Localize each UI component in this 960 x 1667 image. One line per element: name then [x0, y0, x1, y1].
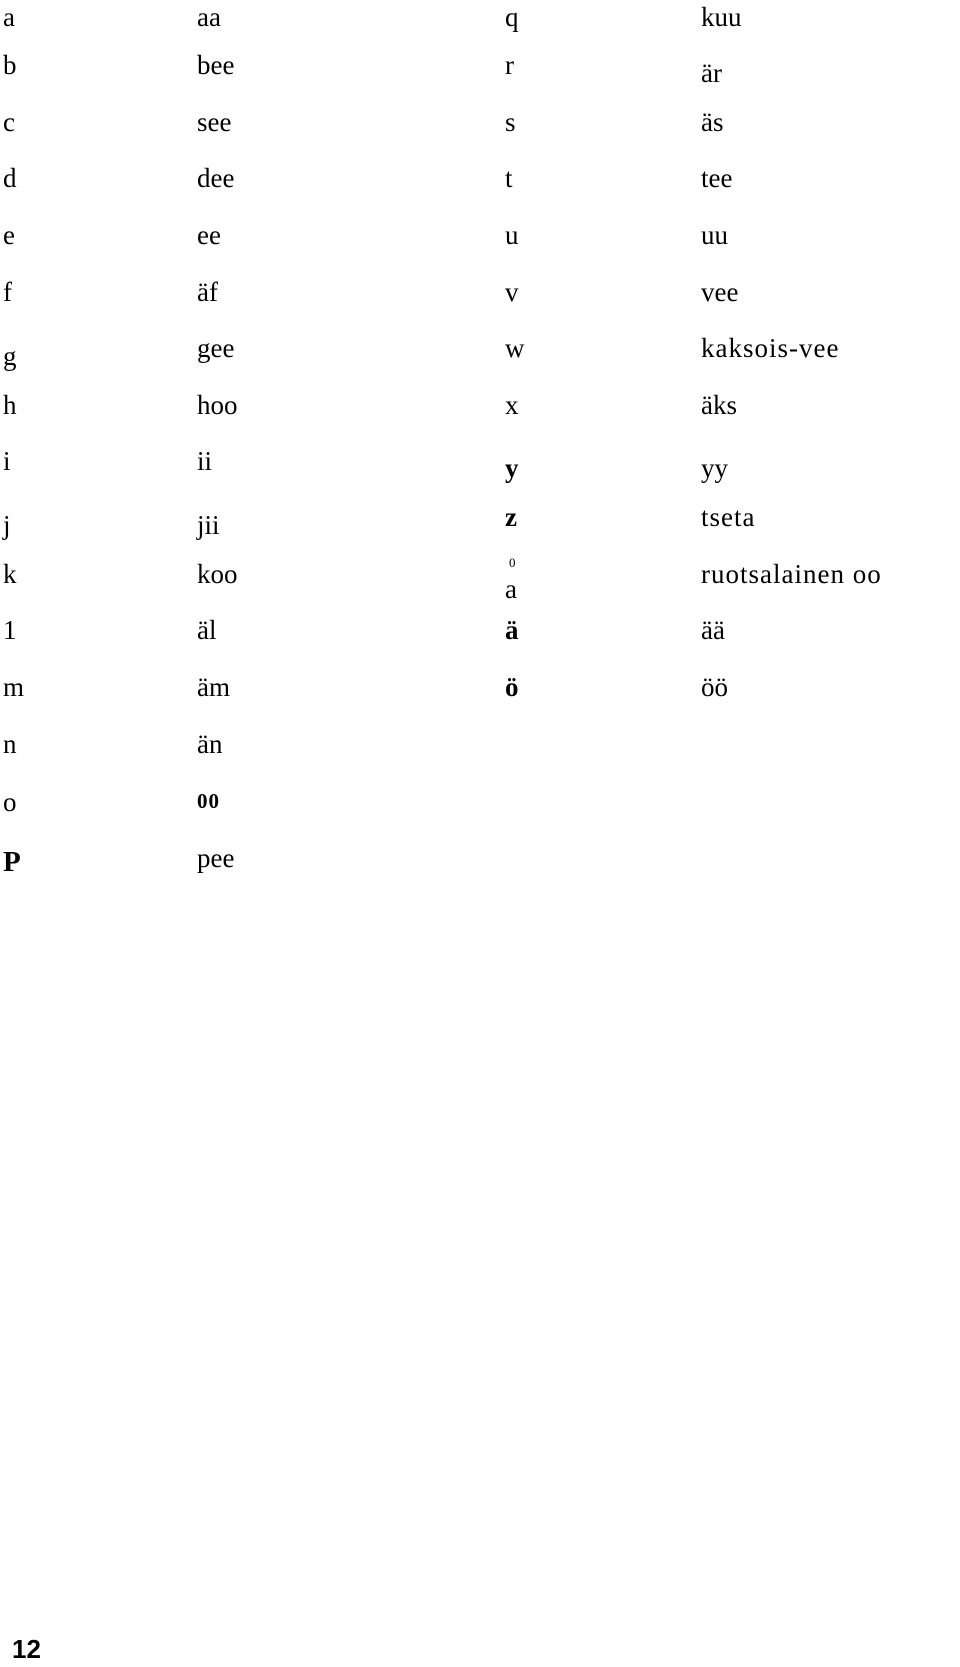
letter-c: c	[3, 107, 15, 137]
name-ruotsalainen-oo: ruotsalainen oo	[701, 559, 882, 589]
name-tee: tee	[701, 163, 733, 193]
name-ii: ii	[197, 446, 213, 476]
name-aa-umlaut: ää	[701, 615, 725, 645]
letter-s: s	[505, 107, 516, 137]
name-al: äl	[197, 615, 217, 645]
name-vee: vee	[701, 277, 739, 307]
letter-z: z	[505, 502, 517, 532]
letter-a-ring	[505, 556, 525, 606]
name-yy: yy	[701, 453, 728, 483]
letter-u: u	[505, 220, 519, 250]
name-uu: uu	[701, 220, 728, 250]
name-kaksois-vee: kaksois-vee	[701, 333, 840, 363]
letter-w: w	[505, 333, 525, 363]
letter-t: t	[505, 163, 513, 193]
letter-h: h	[3, 390, 17, 420]
name-af: äf	[197, 277, 218, 307]
letter-r: r	[505, 50, 514, 80]
letter-e: e	[3, 220, 15, 250]
letter-q: q	[505, 2, 519, 32]
name-ee: ee	[197, 220, 221, 250]
letter-o-umlaut: ö	[505, 672, 519, 702]
name-as: äs	[701, 107, 724, 137]
name-jii: jii	[197, 510, 220, 540]
letter-a: a	[3, 2, 15, 32]
letter-y: y	[505, 453, 519, 483]
letter-l: 1	[3, 615, 17, 645]
name-dee: dee	[197, 163, 235, 193]
name-hoo: hoo	[197, 390, 238, 420]
name-pee: pee	[197, 843, 235, 873]
ring-letter: a	[505, 574, 517, 604]
letter-i: i	[3, 446, 11, 476]
name-koo: koo	[197, 559, 238, 589]
name-oo: 00	[197, 789, 220, 813]
letter-m: m	[3, 672, 25, 702]
letter-a-umlaut: ä	[505, 615, 519, 645]
page-number: 12	[12, 1634, 41, 1664]
name-oo-umlaut: öö	[701, 672, 728, 702]
name-aks: äks	[701, 390, 737, 420]
letter-b: b	[3, 50, 17, 80]
letter-k: k	[3, 559, 17, 589]
letter-n: n	[3, 729, 17, 759]
name-an: än	[197, 729, 223, 759]
name-aa: aa	[197, 2, 221, 32]
letter-p: P	[3, 846, 21, 878]
letter-f: f	[3, 277, 12, 307]
name-am: äm	[197, 672, 230, 702]
letter-g: g	[3, 341, 17, 371]
name-see: see	[197, 107, 232, 137]
letter-x: x	[505, 390, 519, 420]
letter-d: d	[3, 163, 17, 193]
name-bee: bee	[197, 50, 235, 80]
name-tseta: tseta	[701, 502, 756, 532]
letter-v: v	[505, 277, 519, 307]
ring-mark: 0	[509, 555, 516, 570]
name-ar: är	[701, 58, 722, 88]
letter-j: j	[3, 510, 11, 540]
name-kuu: kuu	[701, 2, 742, 32]
letter-o: o	[3, 787, 17, 817]
name-gee: gee	[197, 333, 235, 363]
